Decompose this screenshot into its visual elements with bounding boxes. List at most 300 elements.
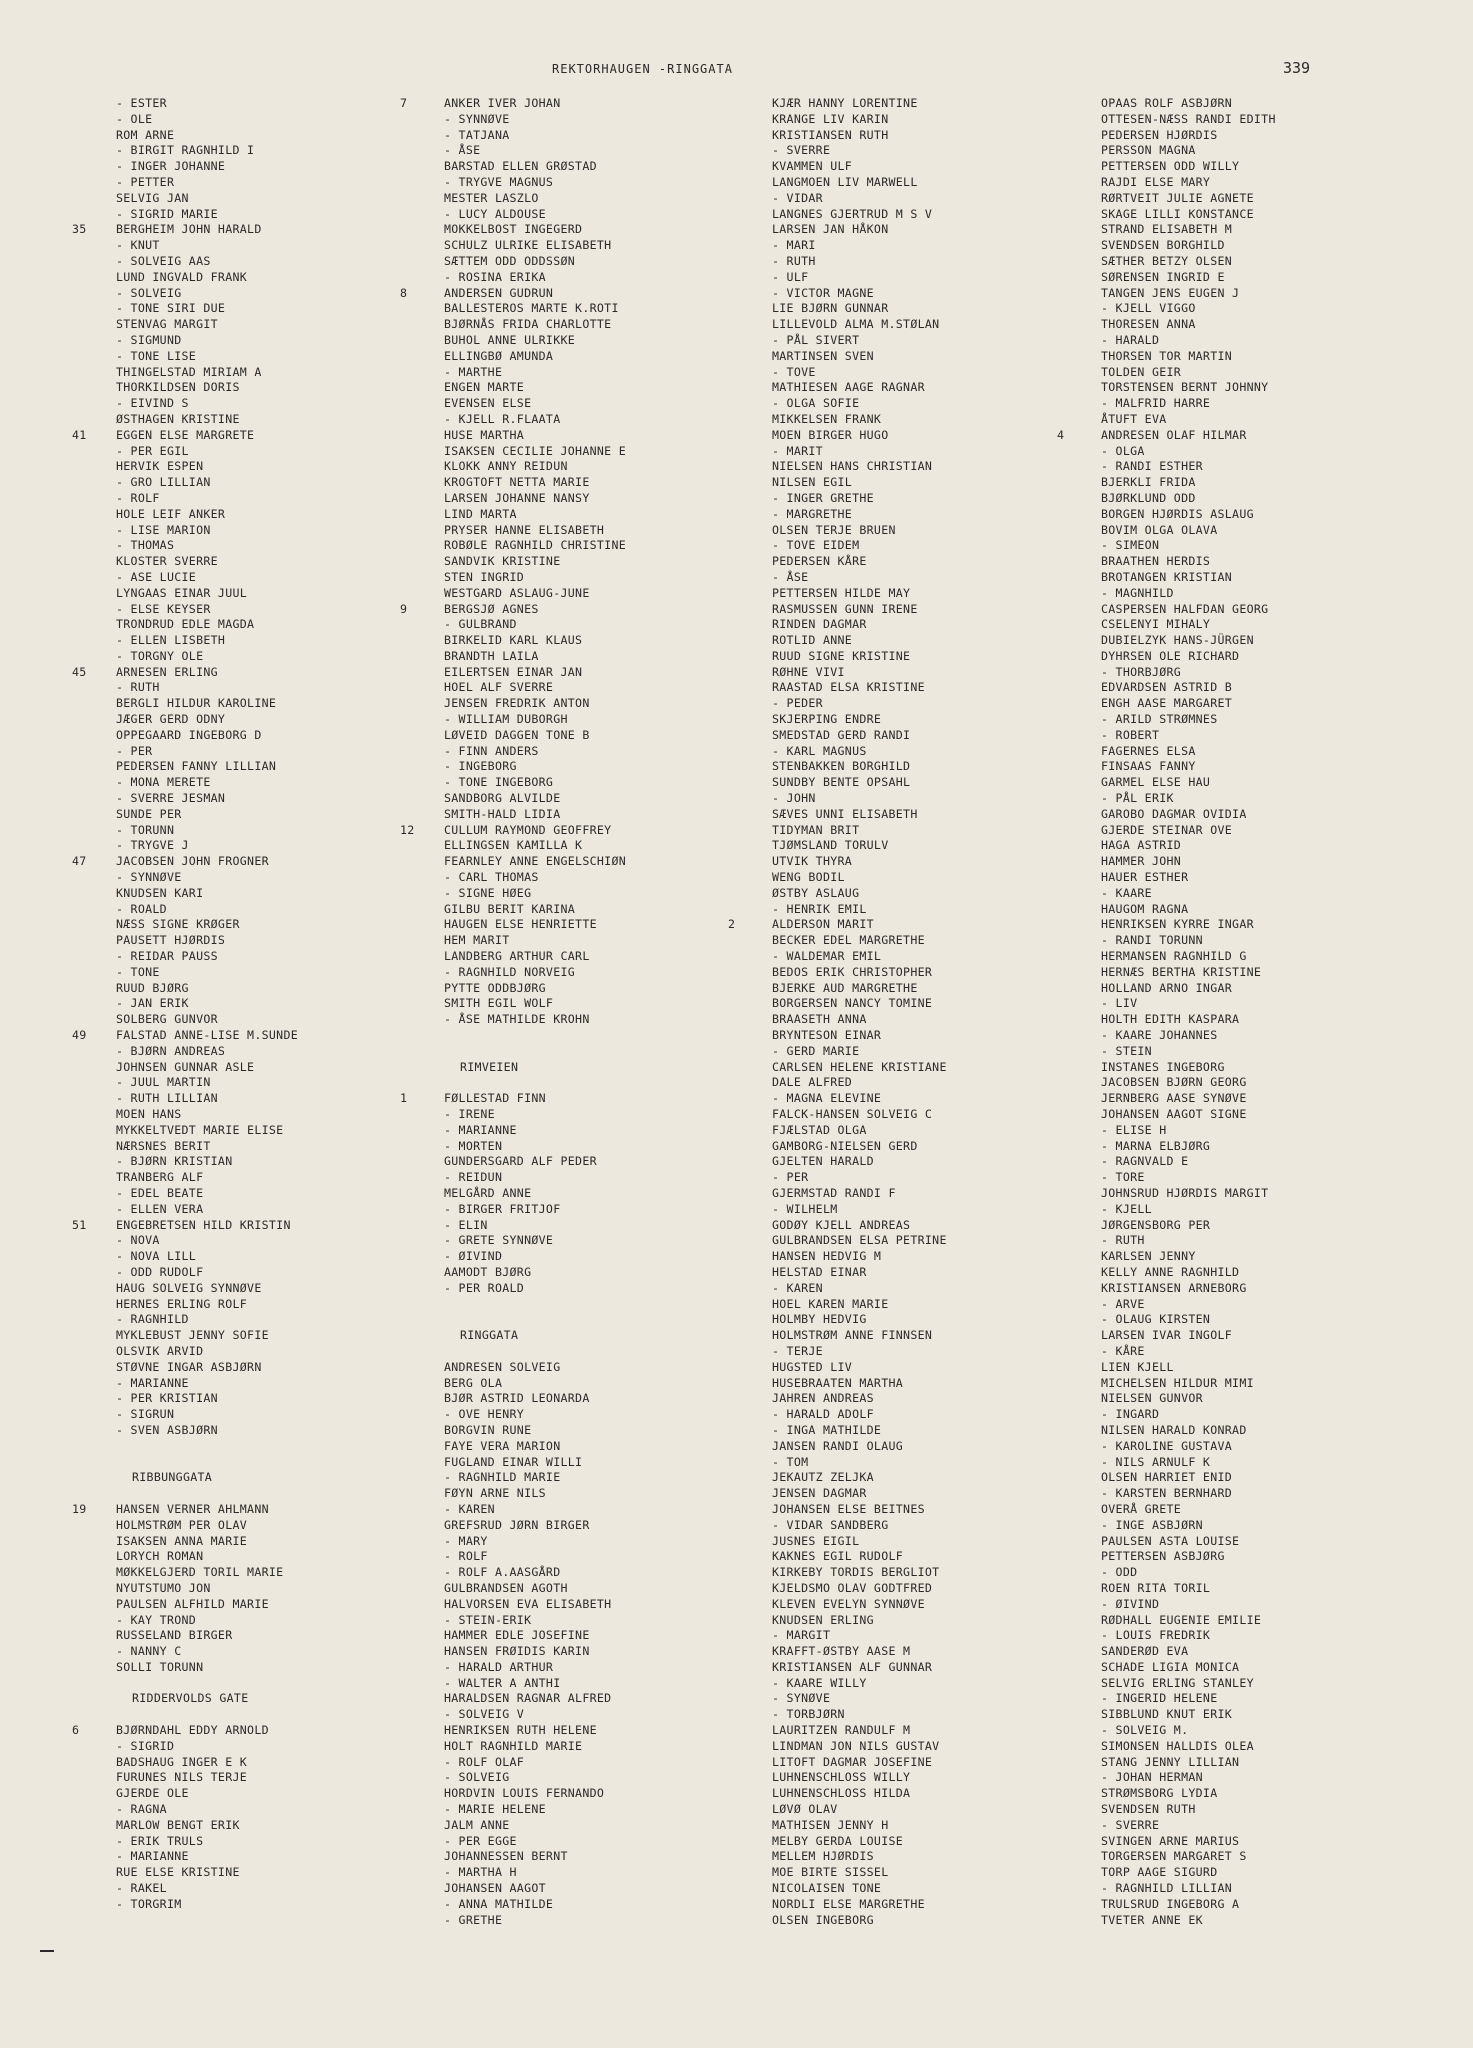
resident-name: - SVERRE (772, 143, 831, 158)
resident-name: - SIGRUN (116, 1407, 175, 1422)
house-number: 19 (72, 1501, 87, 1516)
resident-name: - TORE (1101, 1170, 1145, 1185)
resident-name: MATHISEN JENNY H (772, 1817, 889, 1832)
resident-name: - NOVA (116, 1233, 160, 1248)
resident-entry (400, 1739, 720, 1755)
resident-name: - ERIK TRULS (116, 1833, 204, 1848)
resident-entry (400, 1218, 720, 1234)
resident-name: BJØRNÅS FRIDA CHARLOTTE (444, 317, 612, 332)
resident-entry (400, 159, 720, 175)
resident-name: - KÅRE (1101, 1343, 1145, 1358)
resident-name: SMITH-HALD LIDIA (444, 806, 561, 821)
resident-name: LANGNES GJERTRUD M S V (772, 206, 933, 221)
resident-entry (1057, 696, 1377, 712)
resident-entry (728, 1391, 1048, 1407)
resident-name: - TONE SIRI DUE (116, 301, 226, 316)
resident-entry (400, 254, 720, 270)
resident-name: - OLAUG KIRSTEN (1101, 1312, 1211, 1327)
resident-name: ISAKSEN ANNA MARIE (116, 1533, 248, 1548)
resident-entry (728, 1755, 1048, 1771)
resident-entry (72, 1265, 392, 1281)
house-number-entry (400, 286, 720, 302)
resident-entry (72, 728, 392, 744)
resident-name: - MARIE HELENE (444, 1802, 546, 1817)
resident-name: KNUDSEN ERLING (772, 1612, 874, 1627)
house-number-entry (72, 854, 392, 870)
resident-name: HELSTAD EINAR (772, 1264, 867, 1279)
resident-entry (72, 602, 392, 618)
resident-name: - PER KRISTIAN (116, 1391, 218, 1406)
resident-name: - STEIN (1101, 1043, 1152, 1058)
resident-name: FINSAAS FANNY (1101, 759, 1196, 774)
resident-name: HOEL ALF SVERRE (444, 680, 554, 695)
resident-name: - RUTH (772, 253, 816, 268)
resident-name: JUSNES EIGIL (772, 1533, 860, 1548)
resident-entry (728, 1170, 1048, 1186)
resident-entry (728, 570, 1048, 586)
resident-name: LIEN KJELL (1101, 1359, 1174, 1374)
resident-entry (728, 1676, 1048, 1692)
resident-name: RUUD SIGNE KRISTINE (772, 648, 911, 663)
resident-name: MYKLEBUST JENNY SOFIE (116, 1328, 269, 1343)
resident-name: RASMUSSEN GUNN IRENE (772, 601, 918, 616)
resident-name: ALDERSON MARIT (772, 917, 874, 932)
resident-entry (1057, 1691, 1377, 1707)
resident-entry (728, 1739, 1048, 1755)
resident-entry (1057, 491, 1377, 507)
resident-name: HOLLAND ARNO INGAR (1101, 980, 1233, 995)
resident-name: - TONE (116, 964, 160, 979)
resident-entry (72, 1897, 392, 1913)
house-number: 35 (72, 222, 87, 237)
house-number: 12 (400, 822, 415, 837)
resident-entry (728, 175, 1048, 191)
resident-entry (400, 238, 720, 254)
resident-name: ØSTHAGEN KRISTINE (116, 411, 240, 426)
resident-entry (728, 775, 1048, 791)
resident-name: LARSEN JOHANNE NANSY (444, 490, 590, 505)
resident-name: WESTGARD ASLAUG-JUNE (444, 585, 590, 600)
resident-entry (728, 1707, 1048, 1723)
resident-name: HANSEN VERNER AHLMANN (116, 1501, 269, 1516)
resident-entry (1057, 1328, 1377, 1344)
resident-entry (728, 333, 1048, 349)
resident-name: GAMBORG-NIELSEN GERD (772, 1138, 918, 1153)
resident-entry (72, 775, 392, 791)
resident-entry (1057, 286, 1377, 302)
resident-entry (1057, 1834, 1377, 1850)
resident-entry (400, 1723, 720, 1739)
resident-entry (1057, 1707, 1377, 1723)
resident-name: - TONE LISE (116, 348, 197, 363)
resident-entry (400, 933, 720, 949)
resident-entry (400, 1770, 720, 1786)
resident-name: HOLMSTRØM PER OLAV (116, 1517, 248, 1532)
house-number-entry (72, 1502, 392, 1518)
resident-entry (1057, 1218, 1377, 1234)
resident-entry (400, 112, 720, 128)
resident-entry (1057, 1060, 1377, 1076)
resident-entry (72, 396, 392, 412)
resident-name: - PER EGGE (444, 1833, 517, 1848)
resident-entry (72, 617, 392, 633)
resident-name: - HARALD (1101, 332, 1160, 347)
resident-entry (72, 902, 392, 918)
resident-entry (400, 1865, 720, 1881)
house-number: 8 (400, 285, 408, 300)
resident-entry (1057, 1154, 1377, 1170)
resident-name: - RUTH (1101, 1233, 1145, 1248)
resident-name: - SIMEON (1101, 538, 1160, 553)
resident-name: BERGHEIM JOHN HARALD (116, 222, 262, 237)
resident-entry (72, 254, 392, 270)
resident-name: MARLOW BENGT ERIK (116, 1817, 240, 1832)
resident-entry (72, 1249, 392, 1265)
resident-name: - HARALD ADOLF (772, 1407, 874, 1422)
resident-entry (1057, 128, 1377, 144)
resident-name: FEARNLEY ANNE ENGELSCHIØN (444, 854, 627, 869)
resident-name: - LOUIS FREDRIK (1101, 1628, 1211, 1643)
resident-entry (400, 854, 720, 870)
resident-entry (1057, 1139, 1377, 1155)
resident-entry (728, 1012, 1048, 1028)
resident-entry (1057, 191, 1377, 207)
resident-name: JÆGER GERD ODNY (116, 712, 226, 727)
resident-entry (72, 586, 392, 602)
resident-name: - PÅL SIVERT (772, 332, 860, 347)
resident-entry (1057, 665, 1377, 681)
resident-entry (728, 1376, 1048, 1392)
resident-entry (1057, 744, 1377, 760)
resident-name: OPAAS ROLF ASBJØRN (1101, 96, 1233, 110)
resident-name: STENBAKKEN BORGHILD (772, 759, 911, 774)
resident-entry (400, 523, 720, 539)
spacer-row (400, 1028, 720, 1044)
resident-name: BRANDTH LAILA (444, 648, 539, 663)
resident-entry (72, 317, 392, 333)
resident-name: ÅTUFT EVA (1101, 411, 1167, 426)
resident-name: - NILS ARNULF K (1101, 1454, 1211, 1469)
resident-name: - TOVE (772, 364, 816, 379)
resident-name: HAUG SOLVEIG SYNNØVE (116, 1280, 262, 1295)
resident-name: PAULSEN ALFHILD MARIE (116, 1596, 269, 1611)
resident-name: TOLDEN GEIR (1101, 364, 1182, 379)
resident-name: HUSE MARTHA (444, 427, 525, 442)
resident-entry (728, 807, 1048, 823)
resident-entry (72, 1786, 392, 1802)
resident-entry (400, 981, 720, 997)
resident-entry (1057, 649, 1377, 665)
resident-name: - SVERRE (1101, 1817, 1160, 1832)
resident-name: - GERD MARIE (772, 1043, 860, 1058)
resident-name: - TERJE (772, 1343, 823, 1358)
resident-entry (400, 965, 720, 981)
resident-name: KARLSEN JENNY (1101, 1249, 1196, 1264)
resident-entry (400, 1534, 720, 1550)
resident-name: FUGLAND EINAR WILLI (444, 1454, 583, 1469)
resident-name: KJELDSMO OLAV GODTFRED (772, 1580, 933, 1595)
resident-entry (72, 1202, 392, 1218)
resident-name: BADSHAUG INGER E K (116, 1754, 248, 1769)
resident-entry (400, 1660, 720, 1676)
resident-name: - KAREN (444, 1501, 495, 1516)
resident-name: ENGEBRETSEN HILD KRISTIN (116, 1217, 291, 1232)
resident-name: BJERKE AUD MARGRETHE (772, 980, 918, 995)
resident-name: ARNESEN ERLING (116, 664, 218, 679)
spacer-row (400, 1297, 720, 1313)
resident-name: SVENDSEN RUTH (1101, 1802, 1196, 1817)
resident-entry (728, 317, 1048, 333)
resident-name: GJERDE STEINAR OVE (1101, 822, 1233, 837)
resident-name: HERVIK ESPEN (116, 459, 204, 474)
resident-entry (728, 412, 1048, 428)
resident-entry (728, 1802, 1048, 1818)
resident-name: ROEN RITA TORIL (1101, 1580, 1211, 1595)
resident-entry (1057, 475, 1377, 491)
resident-name: HOLMSTRØM ANNE FINNSEN (772, 1328, 933, 1343)
resident-name: - MARIANNE (116, 1375, 189, 1390)
resident-name: NÆRSNES BERIT (116, 1138, 211, 1153)
resident-entry (1057, 759, 1377, 775)
resident-name: LUHNENSCHLOSS HILDA (772, 1786, 911, 1801)
resident-name: LINDMAN JON NILS GUSTAV (772, 1738, 940, 1753)
resident-entry (72, 1060, 392, 1076)
resident-name: KJÆR HANNY LORENTINE (772, 96, 918, 110)
resident-name: JEKAUTZ ZELJKA (772, 1470, 874, 1485)
resident-name: MOE BIRTE SISSEL (772, 1865, 889, 1880)
resident-name: - ELSE KEYSER (116, 601, 211, 616)
resident-entry (72, 570, 392, 586)
resident-entry (1057, 1407, 1377, 1423)
resident-name: PEDERSEN KÅRE (772, 554, 867, 569)
resident-name: AAMODT BJØRG (444, 1264, 532, 1279)
resident-entry (72, 1834, 392, 1850)
resident-entry (1057, 112, 1377, 128)
resident-entry (728, 1628, 1048, 1644)
resident-entry (400, 1676, 720, 1692)
resident-entry (728, 554, 1048, 570)
house-number-entry (72, 1218, 392, 1234)
resident-entry (400, 554, 720, 570)
resident-entry (72, 791, 392, 807)
resident-entry (72, 175, 392, 191)
resident-entry (400, 475, 720, 491)
resident-entry (1057, 349, 1377, 365)
resident-entry (400, 538, 720, 554)
resident-entry (1057, 680, 1377, 696)
resident-name: - LISE MARION (116, 522, 211, 537)
resident-name: BJERKLI FRIDA (1101, 475, 1196, 490)
resident-name: OLSEN TERJE BRUEN (772, 522, 896, 537)
resident-name: - KAY TROND (116, 1612, 197, 1627)
resident-name: TRULSRUD INGEBORG A (1101, 1896, 1240, 1911)
resident-name: - KAARE JOHANNES (1101, 1028, 1218, 1043)
house-number: 7 (400, 96, 408, 110)
resident-name: - NANNY C (116, 1644, 182, 1659)
resident-entry (400, 617, 720, 633)
resident-entry (728, 365, 1048, 381)
resident-entry (1057, 459, 1377, 475)
resident-entry (72, 159, 392, 175)
resident-name: RUUD BJØRG (116, 980, 189, 995)
resident-entry (728, 933, 1048, 949)
resident-entry (1057, 1170, 1377, 1186)
resident-entry (1057, 902, 1377, 918)
resident-name: - KAARE (1101, 885, 1152, 900)
resident-name: TORGERSEN MARGARET S (1101, 1849, 1247, 1864)
resident-entry (72, 333, 392, 349)
resident-name: - RAKEL (116, 1881, 167, 1896)
resident-name: ENGH AASE MARGARET (1101, 696, 1233, 711)
resident-name: JOHANSEN AAGOT (444, 1881, 546, 1896)
resident-entry (728, 1360, 1048, 1376)
resident-entry (400, 191, 720, 207)
resident-entry (1057, 1012, 1377, 1028)
resident-entry (1057, 949, 1377, 965)
resident-entry (1057, 96, 1377, 112)
resident-entry (1057, 586, 1377, 602)
resident-entry (72, 1423, 392, 1439)
resident-entry (400, 1707, 720, 1723)
resident-entry (72, 633, 392, 649)
resident-name: - SVEN ASBJØRN (116, 1422, 218, 1437)
resident-name: JENSEN DAGMAR (772, 1486, 867, 1501)
resident-entry (400, 1107, 720, 1123)
resident-entry (1057, 791, 1377, 807)
house-number-entry (72, 428, 392, 444)
resident-name: NICOLAISEN TONE (772, 1881, 882, 1896)
resident-entry (728, 396, 1048, 412)
resident-entry (72, 128, 392, 144)
resident-entry (728, 1897, 1048, 1913)
resident-name: KRISTIANSEN ARNEBORG (1101, 1280, 1247, 1295)
resident-name: MELGÅRD ANNE (444, 1185, 532, 1200)
resident-name: HANSEN FRØIDIS KARIN (444, 1644, 590, 1659)
resident-name: - ODD RUDOLF (116, 1264, 204, 1279)
resident-name: ISAKSEN CECILIE JOHANNE E (444, 443, 627, 458)
resident-name: KLEVEN EVELYN SYNNØVE (772, 1596, 925, 1611)
resident-entry (728, 1439, 1048, 1455)
resident-name: ANDRESEN SOLVEIG (444, 1359, 561, 1374)
resident-entry (1057, 254, 1377, 270)
resident-name: LUHNENSCHLOSS WILLY (772, 1770, 911, 1785)
resident-name: JACOBSEN BJØRN GEORG (1101, 1075, 1247, 1090)
resident-entry (400, 1391, 720, 1407)
resident-name: GODØY KJELL ANDREAS (772, 1217, 911, 1232)
resident-entry (1057, 1881, 1377, 1897)
resident-entry (1057, 870, 1377, 886)
resident-name: - ELISE H (1101, 1122, 1167, 1137)
resident-entry (400, 1470, 720, 1486)
resident-name: - RAGNA (116, 1802, 167, 1817)
column-3 (728, 96, 1048, 1928)
resident-entry (1057, 886, 1377, 902)
resident-entry (400, 1123, 720, 1139)
resident-name: - OLGA SOFIE (772, 396, 860, 411)
resident-entry (400, 349, 720, 365)
resident-name: MØKKELGJERD TORIL MARIE (116, 1565, 284, 1580)
resident-name: BORGERSEN NANCY TOMINE (772, 996, 933, 1011)
resident-entry (728, 1534, 1048, 1550)
resident-name: - RUTH LILLIAN (116, 1091, 218, 1106)
resident-entry (1057, 444, 1377, 460)
resident-name: - SOLVEIG V (444, 1707, 525, 1722)
resident-name: - RAGNHILD LILLIAN (1101, 1881, 1233, 1896)
resident-name: - MONA MERETE (116, 775, 211, 790)
resident-name: - SIGRID (116, 1738, 175, 1753)
resident-name: BRAASETH ANNA (772, 1012, 867, 1027)
resident-name: HAUGEN ELSE HENRIETTE (444, 917, 597, 932)
resident-name: JOHANSEN ELSE BEITNES (772, 1501, 925, 1516)
resident-name: BERG OLA (444, 1375, 503, 1390)
resident-name: - SOLVEIG AAS (116, 253, 211, 268)
resident-entry (728, 1328, 1048, 1344)
resident-name: RUE ELSE KRISTINE (116, 1865, 240, 1880)
resident-entry (72, 1107, 392, 1123)
resident-name: ELLINGBØ AMUNDA (444, 348, 554, 363)
resident-entry (400, 1802, 720, 1818)
resident-name: - MARIANNE (444, 1122, 517, 1137)
resident-name: THORKILDSEN DORIS (116, 380, 240, 395)
resident-name: - RANDI ESTHER (1101, 459, 1203, 474)
resident-entry (400, 949, 720, 965)
resident-name: RØRTVEIT JULIE AGNETE (1101, 190, 1254, 205)
resident-entry (72, 649, 392, 665)
resident-name: PETTERSEN HILDE MAY (772, 585, 911, 600)
resident-entry (728, 744, 1048, 760)
resident-name: - EDEL BEATE (116, 1185, 204, 1200)
resident-entry (1057, 1913, 1377, 1929)
resident-entry (728, 1297, 1048, 1313)
resident-entry (1057, 917, 1377, 933)
resident-entry (1057, 523, 1377, 539)
resident-entry (728, 128, 1048, 144)
resident-name: - TRYGVE MAGNUS (444, 174, 554, 189)
resident-entry (400, 665, 720, 681)
resident-name: SKJERPING ENDRE (772, 712, 882, 727)
resident-name: EVENSEN ELSE (444, 396, 532, 411)
resident-name: SOLLI TORUNN (116, 1659, 204, 1674)
resident-entry (72, 807, 392, 823)
resident-name: STEN INGRID (444, 569, 525, 584)
resident-entry (72, 1012, 392, 1028)
resident-name: - BIRGER FRITJOF (444, 1201, 561, 1216)
resident-entry (400, 1913, 720, 1929)
house-number-entry (400, 823, 720, 839)
resident-entry (72, 143, 392, 159)
resident-entry (72, 744, 392, 760)
resident-name: SCHADE LIGIA MONICA (1101, 1659, 1240, 1674)
resident-entry (728, 1834, 1048, 1850)
resident-name: PETTERSEN ASBJØRG (1101, 1549, 1225, 1564)
resident-name: - INGEBORG (444, 759, 517, 774)
house-number-entry (72, 222, 392, 238)
resident-name: KRISTIANSEN RUTH (772, 127, 889, 142)
resident-entry (1057, 1439, 1377, 1455)
resident-name: UTVIK THYRA (772, 854, 853, 869)
resident-entry (400, 996, 720, 1012)
resident-name: SANDERØD EVA (1101, 1644, 1189, 1659)
resident-entry (400, 744, 720, 760)
resident-entry (728, 965, 1048, 981)
resident-name: - MARY (444, 1533, 488, 1548)
resident-name: PERSSON MAGNA (1101, 143, 1196, 158)
resident-entry (728, 1770, 1048, 1786)
resident-entry (728, 1549, 1048, 1565)
resident-name: FAGERNES ELSA (1101, 743, 1196, 758)
resident-entry (400, 917, 720, 933)
resident-name: - JOHN (772, 791, 816, 806)
